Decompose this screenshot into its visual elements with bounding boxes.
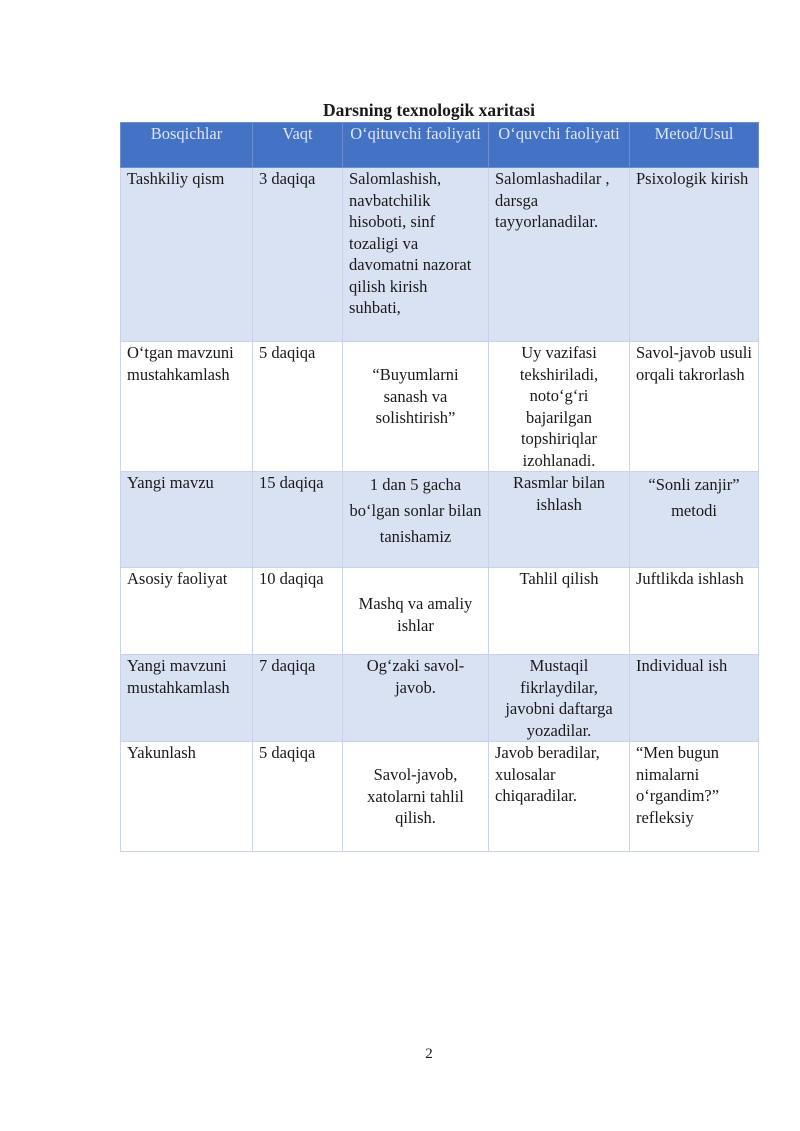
cell-method: Psixologik kirish bbox=[630, 168, 759, 342]
cell-method: “Sonli zanjir” metodi bbox=[630, 472, 759, 568]
page-number: 2 bbox=[425, 1046, 433, 1062]
cell-teacher-activity: Mashq va amaliy ishlar bbox=[343, 568, 489, 655]
header-method: Metod/Usul bbox=[630, 123, 759, 168]
cell-method: Savol-javob usuli orqali takrorlash bbox=[630, 342, 759, 472]
table-row bbox=[121, 742, 759, 852]
cell-student-activity: Uy vazifasi tekshiriladi, noto‘g‘ri bajarilgan topshiriqlar izohlanadi. bbox=[489, 342, 630, 472]
cell-student-activity: Tahlil qilish bbox=[489, 568, 630, 655]
cell-time: 5 daqiqa bbox=[253, 342, 343, 472]
cell-stage: Yakunlash bbox=[121, 742, 253, 852]
header-stages: Bosqichlar bbox=[121, 123, 253, 168]
cell-teacher-activity: Og‘zaki savol-javob. bbox=[343, 655, 489, 742]
cell-time: 5 daqiqa bbox=[253, 742, 343, 852]
cell-time: 10 daqiqa bbox=[253, 568, 343, 655]
cell-stage: Asosiy faoliyat bbox=[121, 568, 253, 655]
document-title: Darsning texnologik xaritasi bbox=[323, 100, 535, 120]
table-row bbox=[121, 655, 759, 742]
header-time: Vaqt bbox=[253, 123, 343, 168]
cell-teacher-activity: Salomlashish, navbatchilik hisoboti, sinf tozaligi va davomatni nazorat qilish kirish suhbati, bbox=[343, 168, 489, 342]
cell-student-activity: Rasmlar bilan ishlash bbox=[489, 472, 630, 568]
cell-stage: O‘tgan mavzuni mustahkamlash bbox=[121, 342, 253, 472]
header-teacher-activity: O‘qituvchi faoliyati bbox=[343, 123, 489, 168]
cell-time: 3 daqiqa bbox=[253, 168, 343, 342]
technological-map-table bbox=[120, 122, 759, 852]
cell-stage: Yangi mavzu bbox=[121, 472, 253, 568]
cell-teacher-activity: 1 dan 5 gacha bo‘lgan sonlar bilan tanishamiz bbox=[343, 472, 489, 568]
cell-stage: Tashkiliy qism bbox=[121, 168, 253, 342]
table-row bbox=[121, 568, 759, 655]
cell-method: “Men bugun nimalarni o‘rgandim?” refleksiy bbox=[630, 742, 759, 852]
cell-student-activity: Salomlashadilar , darsga tayyorlanadilar. bbox=[489, 168, 630, 342]
table-header-row bbox=[121, 123, 759, 168]
table-row bbox=[121, 472, 759, 568]
header-student-activity: O‘quvchi faoliyati bbox=[489, 123, 630, 168]
cell-student-activity: Javob beradilar, xulosalar chiqaradilar. bbox=[489, 742, 630, 852]
cell-teacher-activity: Savol-javob, xatolarni tahlil qilish. bbox=[343, 742, 489, 852]
table-row bbox=[121, 168, 759, 342]
cell-student-activity: Mustaqil fikrlaydilar, javobni daftarga yozadilar. bbox=[489, 655, 630, 742]
cell-time: 7 daqiqa bbox=[253, 655, 343, 742]
table-row bbox=[121, 342, 759, 472]
cell-method: Juftlikda ishlash bbox=[630, 568, 759, 655]
cell-stage: Yangi mavzuni mustahkamlash bbox=[121, 655, 253, 742]
cell-time: 15 daqiqa bbox=[253, 472, 343, 568]
cell-teacher-activity: “Buyumlarni sanash va solishtirish” bbox=[343, 342, 489, 472]
cell-method: Individual ish bbox=[630, 655, 759, 742]
